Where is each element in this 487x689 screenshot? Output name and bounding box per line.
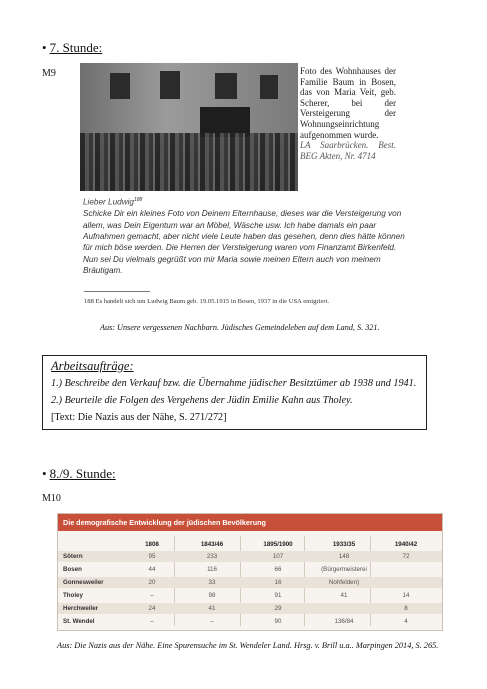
table-cell: 107 [272,553,284,560]
table-row [58,551,442,562]
table-cell: 44 [148,566,156,573]
column-header: 1940/42 [394,541,418,548]
column-header: 1933/35 [332,541,356,548]
table-row [58,603,442,614]
town-name: Bosen [63,566,82,573]
task-title: Arbeitsaufträge: [51,359,134,373]
caption-source: LA Saarbrücken. Best. BEG Akten, Nr. 4714 [300,140,396,161]
table-cell: 14 [402,592,410,599]
table-cell: 98 [208,592,216,599]
footnote-divider [84,291,150,292]
footnote-mark: 188 [133,197,143,203]
table-cell: 72 [402,553,410,560]
table-cell: 136/84 [334,618,354,625]
heading-text: 8./9. Stunde: [49,466,116,481]
town-name: Sötern [63,553,83,560]
population-table [57,513,443,631]
table-cell: – [150,592,154,599]
table-cell: 148 [338,553,350,560]
column-header: 1895/1900 [263,541,293,548]
table-row [58,577,442,588]
photo-caption [300,66,396,161]
table-cell: Nohfelden) [328,579,360,586]
source-citation-m10: Aus: Die Nazis aus der Nähe. Eine Spurensuche im St. Wendeler Land. Hrsg. v. Brill u.a.. Marpingen 2014, S. 265. [57,641,439,650]
column-header: 1808 [145,541,159,548]
footnote: 188 Es handelt sich um Ludwig Baum geb. 19.05.1915 in Bosen, 1937 in die USA emigriert. [84,298,330,305]
section-heading-7 [42,40,102,56]
table-cell: 29 [274,605,282,612]
table-cell: 20 [148,579,156,586]
town-name: St. Wendel [63,618,95,625]
table-row [58,564,442,575]
table-title: Die demografische Entwicklung der jüdischen Bevölkerung [58,514,442,531]
table-cell: – [210,618,214,625]
table-cell: 24 [148,605,156,612]
table-row [58,590,442,601]
task-item-1: 1.) Beschreibe den Verkauf bzw. die Übernahme jüdischer Besitztümer ab 1938 und 1941. [51,378,417,389]
town-name: Gonnesweiler [63,579,104,586]
section-heading-8-9 [42,466,116,482]
table-cell: – [150,618,154,625]
task-item-2: 2.) Beurteile die Folgen des Vergehens der Jüdin Emilie Kahn aus Tholey. [51,395,353,406]
material-label-m10: M10 [42,493,61,504]
house-auction-photo [80,63,298,191]
table-cell: 8 [404,605,408,612]
bullet: • [42,40,47,55]
table-cell: 66 [274,566,282,573]
source-citation-m9: Aus: Unsere vergessenen Nachbarn. Jüdisches Gemeindeleben auf dem Land, S. 321. [100,323,380,332]
table-cell: 90 [274,618,282,625]
table-cell: 116 [207,566,217,573]
table-cell: 41 [208,605,216,612]
table-cell: 4 [404,618,408,625]
material-label-m9: M9 [42,68,56,79]
heading-text: 7. Stunde: [49,40,103,55]
task-reference: [Text: Die Nazis aus der Nähe, S. 271/272] [51,412,227,423]
bullet: • [42,466,47,481]
table-cell: 16 [274,579,282,586]
table-cell: 95 [148,553,156,560]
table-header-row [58,539,442,550]
caption-text: Foto des Wohnhauses der Familie Baum in Bosen, das von Maria Veit, geb. Scherer, bei der Versteigerung der Wohnungseinrichtung aufgenommen wurde. [300,66,396,140]
table-cell: 91 [274,592,282,599]
town-name: Herchweiler [63,605,99,612]
town-name: Tholey [63,592,83,599]
letter-greeting: Lieber Ludwig [83,197,134,207]
letter-body: Schicke Dir ein kleines Foto von Deinem Elternhause, dieses war die Versteigerung von allem, was Dein Eigentum war an Möbel, Wäsche usw. Ich habe damals ein paar Aufnahmen gemacht, aber nicht viele Leute haben das gesehen, denn dies hätte können für mich böse werden. Die Herren der Versteigerung waren vom Finanzamt Birkenfeld. Nun sei Du vielmals gegrüßt von mir Maria sowie meinen Eltern auch von meinem Bräutigam. [83,209,405,276]
table-cell: 233 [206,553,218,560]
table-cell: (Bürgermeisterei [321,566,367,573]
letter-text [83,195,408,277]
table-cell: 33 [208,579,216,586]
column-header: 1843/46 [200,541,224,548]
table-row [58,616,442,627]
table-cell: 41 [340,592,348,599]
